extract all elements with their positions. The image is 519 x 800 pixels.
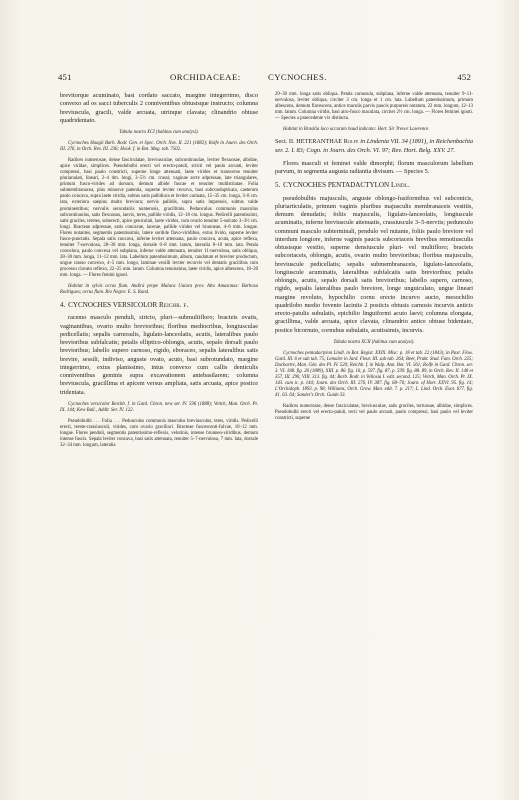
left-page-number: 451 — [58, 72, 72, 82]
species-name-pentadactylon: CYCNOCHES PENTADACTYLON — [283, 181, 390, 190]
right-citation-pentadactylon: Cycnoches pentadactylon Lindl. in Bot. Regist. XXIX. Misc. p. 18 et tab. 22 (1843), in Paxt. Flow. Gard. III. 6 et sub tab. 75; Lemaire in Jard. Fleur. III. sub tab. 264; Beer, Prakt. Stud. Fam. Orch. 225; Duchartre, Man. Gén. des Pl. IV. 520; Reichb. f. in Walp. Ann. Bot. VI. 561; Rolfe in Gard. Chron. ser. 3. VI. 188. fig. 26 (1889), XIII. p. 80. fig. 16, p. 597. fig. 87, p. 599. fig. 88. 89, in Orch. Rev. II. 148 et 357, III. 290, VIII. 313. fig. 44; Barb. Rodr. in Vellosia I. edit. secund. 125; Veitch, Man. Orch. Pt. IX. 143. cum ic. p. 144; Journ. des Orch. III. 276, IV. 387. fig. 68–70; Journ. of Hort. XXVI. 95. fig. 14; L'Orchidoph. 1893. p. 98; Williams, Orch. Grow. Man. edit. 7. p. 217; L. Lind. Orch. Exot. 677. fig. 41. 63. 64; Sander's Orch. Guide 33. — [275, 350, 473, 399]
left-tabula-line: Tabula nostra XCI (habitus cum analysi). — [119, 130, 199, 135]
right-description-pentadactylon-main: pseudobulbis majusculis, anguste oblongo-fusiformibus vel subconicis, pluriarticulatis, primum vaginis pluribus majusculis membranaceis vestitis, demum denudatis; foliis majusculis, ligulato-lanceolatis, longiuscule acuminatis, inferne breviuscule attenuatis, crassiuscule 3–5-nerviis; pedunculo communi masculo subterminali, pendulo vel nutante, foliis paulo breviore vel interdum longiore, inferne vaginis paucis subcoriaceis brevibus remotiusculis obtusisque vestito, superne densiuscule pluri- vel multifloro; bracteis subcoriaceis, oblongis, acutis, ovario multo brevioribus; floribus majusculis, breviuscule pedicellatis; sepalis submembranaceis, ligulato-lanceolatis, longiuscule acuminatis, lateralibus subfalcatis satis brevioribus; petalis oblongis, acutis, sepalo dorsali satis brevioribus; labello supero, carnoso, rigido, sepalis lateralibus paulo breviore, longe unguiculato, ungue lineari margine revoluto, hypochilio cornu erecto incurvo aucto, mesochilio quadrilobo medio fovento laciniis 2 posticis obtusis carnosis incurvis anticis erecto-patulis subulatis, epichilio linguiformi acuto laevi; columna elongata, gracillima, valde arcuata, apice clavata, clinandrio antice obtuse bidentato, postice bicornuto, cornubus subulatis, acutissimis, incurvis. — [275, 194, 473, 334]
left-description-versicolor-main: racemo masculo penduli, stricto, pluri—submultifloro; bracteis ovatis, vaginantibus, ovario multo brevioribus; floribus mediocribus, longiusculae pedicellatis; sepalis carnosulis, ligulato-lanceolatis, acutis, lateralibus paulo brevioribus subfalcatis; petalis elliptico-oblongis, acutis, sepalo dorsali paulo brevioribus; labello supero carnoso, rigido, eboraceo, sepalis lateralibus satis brevire, sessili, indiviso, anguste ovato, acuto, basi subrotundato, margine integerrimo, extus planissimo, intus convexo cum callis denticulis conniventibus geminis supra excavationem antebasilarem; columna breviuscula, gracillima et apicem versus ampliata, satis arcuata, apice postice tridentata. — [60, 314, 258, 396]
right-description-pentadactylon-small: Radices numerosae, dense fasciculatae, breviusculae, satis graciles, tortuosae, albidae, simplices. Pseudobulbi erecti vel erecto-patuli, recti vel paulo arcuati, paulo compressi, basi paulo vel leviter constricti, superne — [275, 404, 473, 422]
running-header — [58, 72, 471, 82]
family-title: ORCHIDACEAE: — [170, 72, 241, 82]
left-description-versicolor-small: Pseudobulbi . . . Folia . . . Pedunculus communis masculus breviusculus, teres, viridis. Pedicelli erecti, terete-crassiusculi, virides, cum ovario graciliori. Bracteae fuscescenti-fulvae, 10–12 mm. longae. Flores penduli, segmentis patentissimo-reflexis, velutinis, intense brunneo-viridibus, demum intense fuscis. Sepala leviter concava, basi satis attenuata, tenuiter 5–7-nervulosa, 7 mm. lata, dorsale 32–34 mm. longum, lateralia — [60, 419, 258, 449]
left-citation-haagii: Cycnoches Haagii Barb. Rodr. Gen. et Spec. Orch. Nov. II. 221 (1882); Rolfe in Journ. des Orch. III. 276, in Orch. Rev. III. 236; Hook. f. in Bot. Mag. tab. 7502. — [60, 141, 258, 153]
right-continuation-paragraph: 29–30 mm. longa satis obliqua. Petala carnosula, subplana, inferne valde attenuata, tenuiter 9–11-nervulosa, leviter obliqua, circiter 3 cm. longa et 1 cm. lata. Labellum patentissimum, primum albescens, demum flavescens, antice maculis parvis paucis purpureis notatum, 22 mm. longum, 12–13 mm. latum. Columna viridis, basi atro-fusco maculata, circiter 2½ cm. longa. — Flores feminei ignoti. — Species a praecedente vix distincta. — [275, 92, 473, 122]
left-description-haagii: Radices numerosae, dense fasciculatae, breviusculae, subcontinuulae, leviter flexuosae, albidae, apice viridae, simplices. Pseudobulbi erecti vel erecto-patuli, stricti vel paulo arcuati, leviter compressi, basi paulo constricti, superne longe attenuati, laete virides et transverse tenuiter plurianulati, lineari, 2–4 dm. longi, 3–5½ cm. crassi; vaginae arcte adpressae, late triangulares, primum fusco-virides ad dorsum, demum albide fuscae et tenuiter multistriatae. Folia submembranacea, plus minusve patentia, superne leviter recurva, basi subcondupticata, caeterum paulo concava, supra laete viridia, subtus satis pallidiora et leviter carinata, 15–35 cm. longa, 3–8 cm. lata, exteriora saepius multo breviora; nervis pallidis, supra satis impressis, subtus valde prominentibus; nervulis secundariis numerosis, gracillimis. Pedunculus communis masculus subcontinuulus, satis flexuosus, laevis, teres, pallide viridis, 12–18 cm. longus. Pedicelli patentissimi, satis graciles, teretes, suberecti, apice geniculati, laete virides, cum ovario tenuiter 5-sulcato 3–3½ cm. longi. Bracteae adpressae, satis concavae, lacerae, pallide virides vel brunneae, 4–6 mm. longae. Flores nutantes, segmentis patentissimis, latere sordide flavo-viridibus, extus livido, superne leviter fusco-punctatis. Sepala satis concava, inferne leviter attenuata, paulo concava, acuta, apice reflexa, tenuiter 7-nervulosa, 28–30 mm. longa, dorsale 6–8 mm. latum, lateralia 8–10 mm. lata. Petala concolora, paulo convexa vel subplana, inferne valde attenuata, tenuiter 11-nervulosa, satis obliqua, 28–30 mm. longa, 11–12 mm. lata. Labellum patentissimum, album, caudatum et breviter productum, ungue crasso convexo, 4–5 mm. longo, laminae vexilli leviter recurvis vel dentatis gracilibus cum processu clavato reflexo, 22–25 mm. latum. Columna tenuissima, laete viridis, apice albescens, 18–20 mm. longa. — Flores femini ignoti. — [60, 158, 258, 279]
right-tabula-line: Tabula nostra XCII (habitus cum analysi). — [333, 339, 415, 345]
left-intro-paragraph: brevitorque acuminato, basi cordato saccato, margine integerrimo, disco convexo ad os sacci tuberculis 2 conniventibus obtusisque instructo; columna breviuscula, gracili, valde arcuata, utrinque clavata; clinandrio obtuse quadridentato. — [60, 92, 258, 124]
species-heading-pentadactylon — [275, 181, 473, 189]
left-citation-versicolor: Cycnoches versicolor Reichb. f. in Gard. Chron. new ser. IV. 596 (1888); Veitch, Man. Orch. Pt. IX. 144; Kew Bull., Addit. Ser. IV. 122. — [60, 401, 258, 414]
genus-title: CYCNOCHES. — [268, 72, 327, 82]
section-title: Sect. II. — [275, 138, 295, 146]
right-habitat-line: Habitat in Brasilia loco accurato haud indicato: Hort. Sir Trevor Lawrence. — [283, 127, 430, 133]
left-text-column — [60, 92, 258, 454]
species-number-4: 4. — [60, 301, 66, 310]
species-author-reichb: Reichb. f. — [159, 301, 189, 310]
section-description: Flores masculi et feminei valde dimorphi; florum masculorum labellum parvum, in segmenta augusta radiantia divisum. — Species 5. — [275, 159, 473, 176]
right-page-number: 452 — [457, 72, 471, 82]
species-author-lindl: Lindl. — [390, 181, 410, 190]
species-number-5: 5. — [275, 181, 281, 190]
section-name: HETERANTHAE — [296, 138, 343, 146]
right-text-column — [275, 92, 473, 427]
species-name-versicolor: CYCNOCHES VERSICOLOR — [68, 301, 158, 310]
section-citation: in Lindenia VII. 34 (1891), in Reichenbachia ser. 2. I. 83; Cogn. in Journ. des Orch. VI. 97; Rev. Hort. Belg. XXV. 27. — [275, 138, 473, 154]
species-heading-versicolor — [60, 301, 258, 309]
section-author: Rolfe — [343, 138, 359, 146]
section-heading-heteranthae — [275, 138, 473, 155]
left-habitat-haagii: Habitat in sylvis ocrus flum. Andirá prope Malaca Uaiara prov. Alto Amazonas: Barbosa Rodrigues; ocrus flum. Rio Negro: E. S. Rand. — [60, 284, 258, 296]
